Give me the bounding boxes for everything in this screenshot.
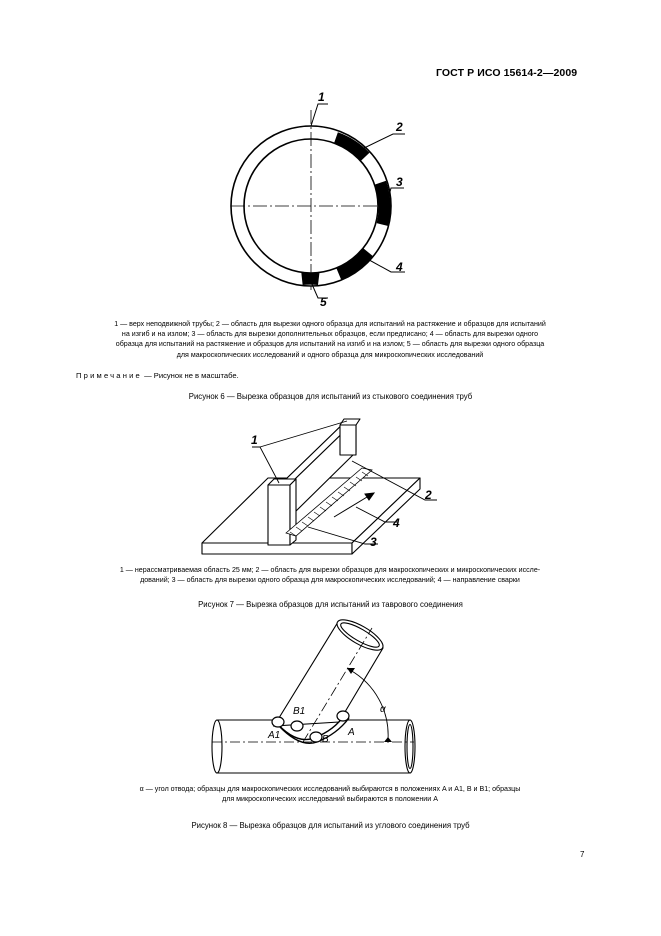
- figure-7-legend: [40, 565, 620, 585]
- figure-8-legend: [40, 784, 620, 804]
- fig7-label-4: 4: [393, 516, 400, 530]
- figure-7-tee-joint: [195, 410, 455, 560]
- fig6-legend-line: на изгиб и на излом; 3 — область для вырезки дополнительных образцов, если предписано; 4 — область для вырезки одного: [121, 330, 539, 339]
- figure-6-pipe-section: [220, 88, 420, 310]
- fig8-label-a1: A1: [268, 730, 281, 741]
- fig6-label-4: 4: [396, 260, 403, 274]
- fig6-label-2: 2: [396, 120, 403, 134]
- fig6-label-3: 3: [396, 175, 403, 189]
- fig6-label-5: 5: [320, 295, 327, 309]
- fig7-label-2: 2: [425, 488, 432, 502]
- figure-6-note: [76, 371, 239, 380]
- figure-7-title: Рисунок 7 — Вырезка образцов для испытаний из таврового соединения: [198, 600, 463, 609]
- note-text: — Рисунок не в масштабе.: [141, 371, 239, 380]
- fig8-label-alpha: α: [380, 704, 386, 715]
- fig7-legend-line: дований; 3 — область для вырезки одного образца для макроскопических исследований; 4 — направление сварки: [140, 576, 520, 585]
- fig7-label-1: 1: [251, 433, 258, 447]
- figure-8-title: Рисунок 8 — Вырезка образцов для испытаний из углового соединения труб: [191, 821, 470, 830]
- fig6-label-1: 1: [318, 90, 325, 104]
- fig8-label-a: A: [348, 727, 355, 738]
- fig6-legend-line: 1 — верх неподвижной трубы; 2 — область для вырезки одного образца для испытаний на растяжение и образцов для испытаний: [114, 320, 546, 328]
- fig8-legend-line: α — угол отвода; образцы для макроскопических исследований выбираются в положениях A и A1, B и B1; образцы: [139, 785, 521, 793]
- page-number: 7: [580, 850, 585, 859]
- fig6-legend-line: для макроскопических исследований и одного образца для микроскопических исследований: [176, 350, 484, 359]
- fig8-label-b: B: [322, 734, 329, 745]
- fig8-label-b1: B1: [293, 706, 306, 717]
- figure-6-legend: [40, 319, 620, 360]
- fig8-legend-line: для микроскопических исследований выбираются в положении A: [222, 795, 438, 804]
- fig7-legend-line: 1 — нерассматриваемая область 25 мм; 2 — область для вырезки образцов для макроскопических и микроскопических иссле-: [119, 566, 541, 574]
- fig6-legend-line: образца для испытаний на растяжение и образцов для испытаний на изгиб и на излом; 5 — область для вырезки одного образца: [115, 340, 545, 349]
- figure-8-branch-joint: [205, 612, 425, 782]
- document-header: ГОСТ Р ИСО 15614-2—2009: [436, 67, 578, 79]
- figure-6-title: Рисунок 6 — Вырезка образцов для испытаний из стыкового соединения труб: [188, 392, 473, 401]
- note-prefix: Примечание: [76, 371, 142, 380]
- fig7-label-3: 3: [370, 535, 377, 549]
